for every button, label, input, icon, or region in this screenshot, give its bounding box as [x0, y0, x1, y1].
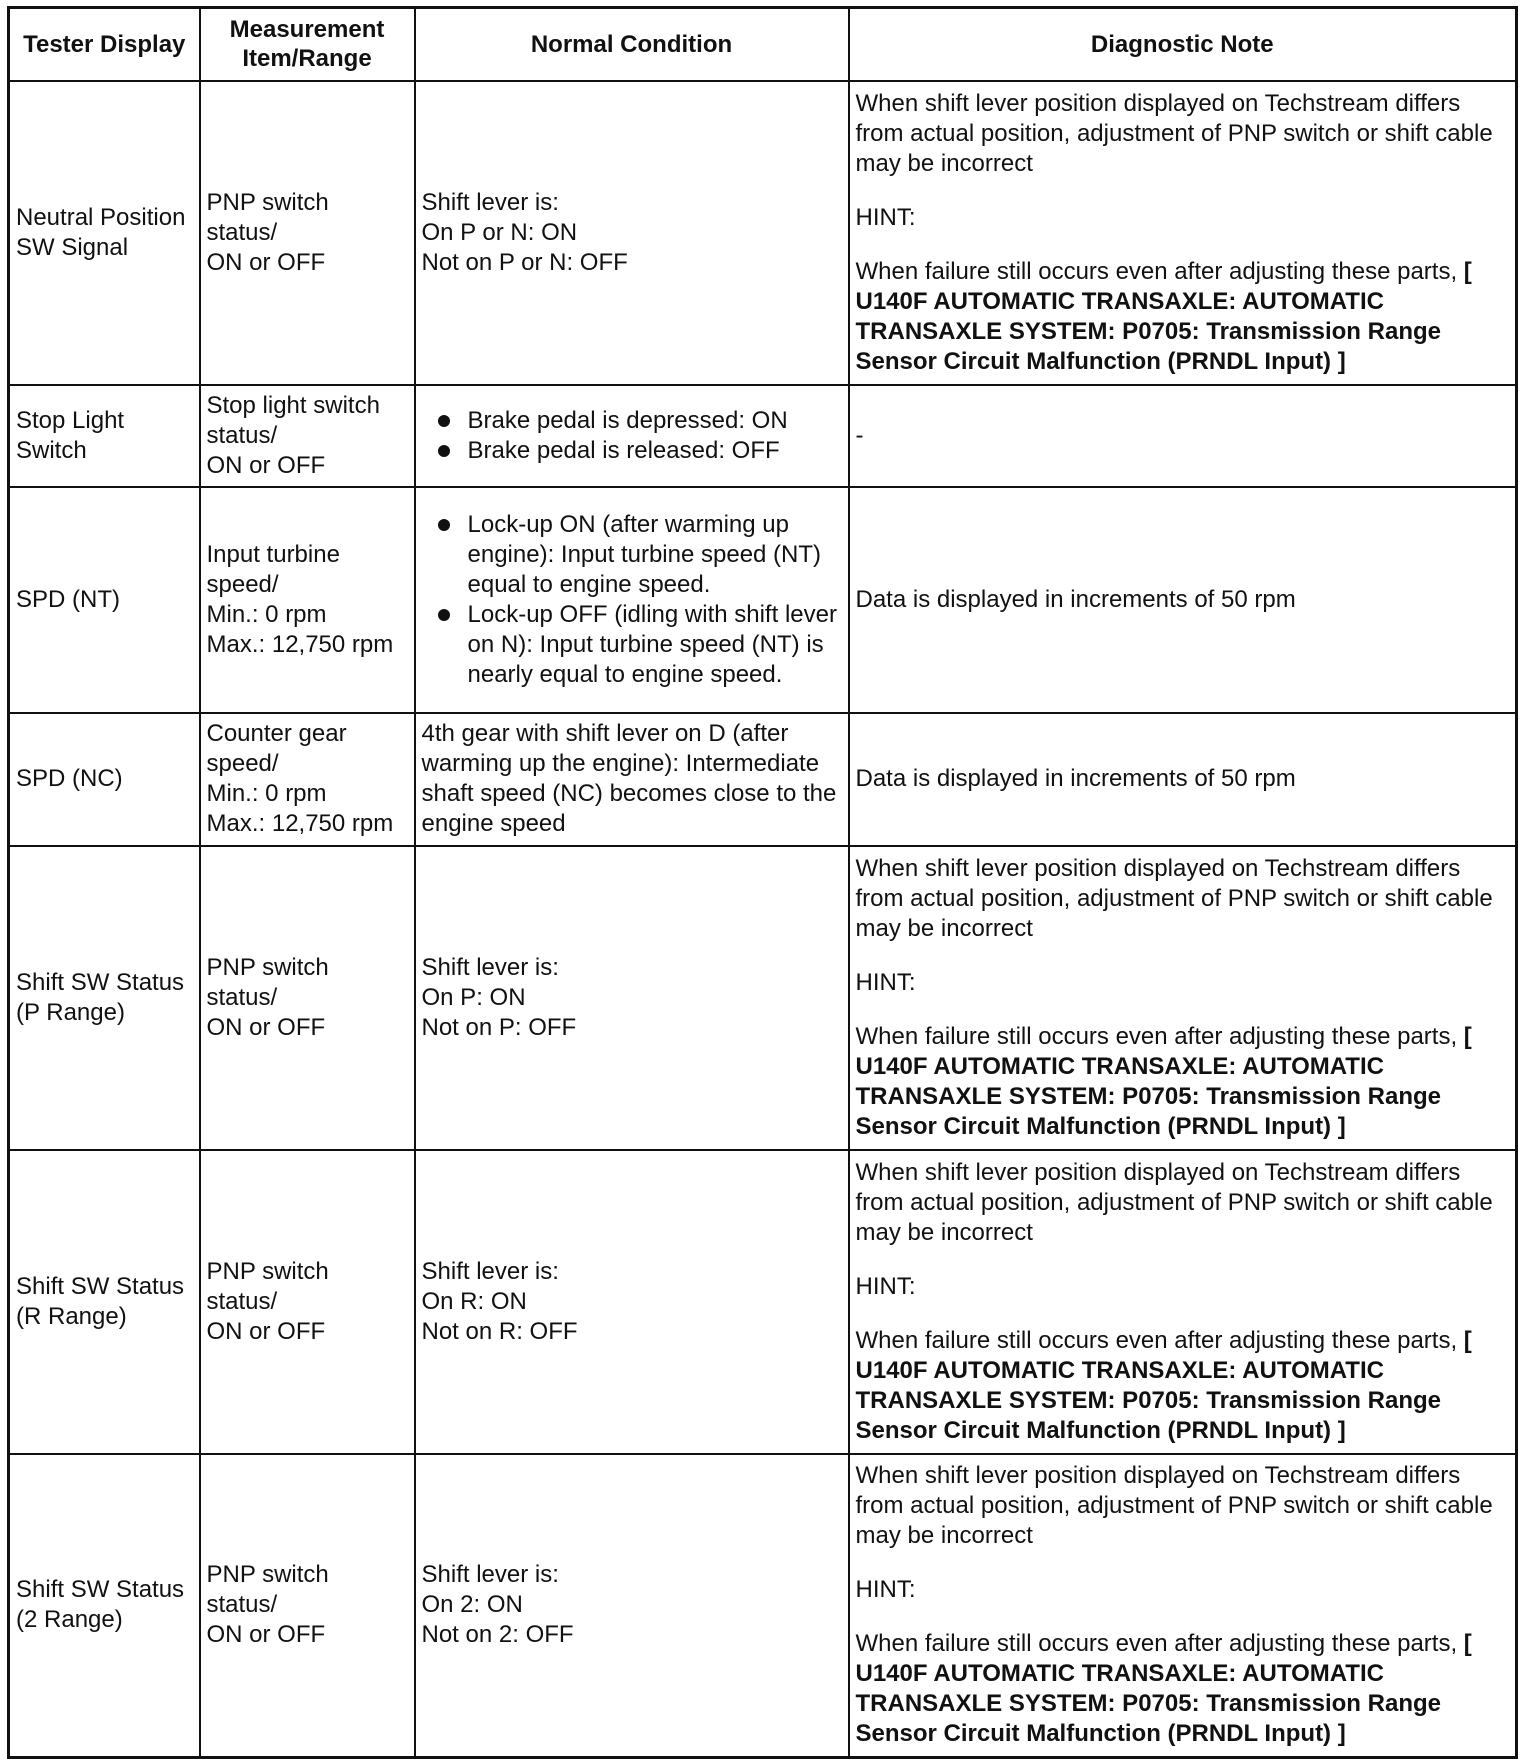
diagnostic-note-cell: Data is displayed in increments of 50 rpm	[849, 487, 1517, 713]
diagnostic-note-cell: Data is displayed in increments of 50 rpm	[849, 713, 1517, 846]
table-row	[9, 846, 1517, 1150]
measurement-cell: Stop light switch status/ ON or OFF	[200, 385, 415, 487]
note-hint: HINT:	[855, 1576, 916, 1604]
header-diagnostic-note: Diagnostic Note	[849, 8, 1517, 81]
note-failure-text: When failure still occurs even after adjusting these parts,	[855, 257, 1464, 285]
dtc-link[interactable]: [ U140F AUTOMATIC TRANSAXLE: AUTOMATIC TRANSAXLE SYSTEM: P0705: Transmission Range Sensor Circuit Malfunction (PRNDL Input) ]	[855, 1630, 1472, 1748]
tester-display-cell: SPD (NT)	[9, 487, 200, 713]
bullet-item: Brake pedal is released: OFF	[468, 436, 842, 466]
tester-display-cell: Stop Light Switch	[9, 385, 200, 487]
bullet-item: Lock-up ON (after warming up engine): Input turbine speed (NT) equal to engine speed.	[468, 510, 842, 600]
note-failure	[856, 1629, 1510, 1749]
tester-display-cell: Neutral Position SW Signal	[9, 81, 200, 385]
bullet-item: Lock-up OFF (idling with shift lever on N): Input turbine speed (NT) is nearly equal to engine speed.	[468, 600, 842, 690]
note-hint: HINT:	[855, 1272, 916, 1300]
note-hint: HINT:	[855, 968, 916, 996]
measurement-cell: PNP switch status/ ON or OFF	[200, 846, 415, 1150]
note-failure-text: When failure still occurs even after adjusting these parts,	[855, 1630, 1464, 1658]
tester-display-cell: Shift SW Status (P Range)	[9, 846, 200, 1150]
header-measurement: Measurement Item/Range	[200, 8, 415, 81]
diagnostic-note-cell: -	[849, 385, 1517, 487]
note-failure-text: When failure still occurs even after adjusting these parts,	[855, 1022, 1464, 1050]
normal-condition-cell	[415, 487, 849, 713]
dtc-link[interactable]: [ U140F AUTOMATIC TRANSAXLE: AUTOMATIC TRANSAXLE SYSTEM: P0705: Transmission Range Sensor Circuit Malfunction (PRNDL Input) ]	[855, 1022, 1472, 1140]
diagnostic-note-cell	[849, 1454, 1517, 1758]
measurement-cell: PNP switch status/ ON or OFF	[200, 81, 415, 385]
note-failure	[856, 257, 1510, 377]
bullet-item: Brake pedal is depressed: ON	[468, 406, 842, 436]
normal-condition-cell: Shift lever is: On 2: ON Not on 2: OFF	[415, 1454, 849, 1758]
tester-display-cell: Shift SW Status (2 Range)	[9, 1454, 200, 1758]
note-text: When shift lever position displayed on Techstream differs from actual position, adjustment of PNP switch or shift cable may be incorrect	[855, 89, 1493, 177]
header-tester-display: Tester Display	[9, 8, 200, 81]
note-text: When shift lever position displayed on Techstream differs from actual position, adjustment of PNP switch or shift cable may be incorrect	[855, 1158, 1493, 1246]
note-failure	[856, 1022, 1510, 1142]
table-row	[9, 487, 1517, 713]
measurement-cell: Input turbine speed/ Min.: 0 rpm Max.: 12,750 rpm	[200, 487, 415, 713]
note-failure-text: When failure still occurs even after adjusting these parts,	[855, 1326, 1464, 1354]
diagnostic-note-cell	[849, 81, 1517, 385]
normal-condition-cell: Shift lever is: On R: ON Not on R: OFF	[415, 1150, 849, 1454]
note-failure	[856, 1326, 1510, 1446]
table-row	[9, 713, 1517, 846]
normal-condition-cell: 4th gear with shift lever on D (after warming up the engine): Intermediate shaft speed (NC) becomes close to the engine speed	[415, 713, 849, 846]
normal-condition-cell: Shift lever is: On P or N: ON Not on P or N: OFF	[415, 81, 849, 385]
header-normal-condition: Normal Condition	[415, 8, 849, 81]
tester-display-cell: Shift SW Status (R Range)	[9, 1150, 200, 1454]
normal-condition-cell: Shift lever is: On P: ON Not on P: OFF	[415, 846, 849, 1150]
table-row	[9, 1454, 1517, 1758]
measurement-cell: Counter gear speed/ Min.: 0 rpm Max.: 12,750 rpm	[200, 713, 415, 846]
table-row	[9, 1150, 1517, 1454]
table-row	[9, 385, 1517, 487]
data-list-table	[7, 6, 1518, 1759]
diagnostic-note-cell	[849, 1150, 1517, 1454]
note-hint: HINT:	[855, 203, 916, 231]
normal-condition-cell	[415, 385, 849, 487]
note-text: When shift lever position displayed on Techstream differs from actual position, adjustment of PNP switch or shift cable may be incorrect	[855, 1462, 1493, 1550]
diagnostic-note-cell	[849, 846, 1517, 1150]
note-text: When shift lever position displayed on Techstream differs from actual position, adjustment of PNP switch or shift cable may be incorrect	[855, 854, 1493, 942]
dtc-link[interactable]: [ U140F AUTOMATIC TRANSAXLE: AUTOMATIC TRANSAXLE SYSTEM: P0705: Transmission Range Sensor Circuit Malfunction (PRNDL Input) ]	[855, 1326, 1472, 1444]
dtc-link[interactable]: [ U140F AUTOMATIC TRANSAXLE: AUTOMATIC TRANSAXLE SYSTEM: P0705: Transmission Range Sensor Circuit Malfunction (PRNDL Input) ]	[855, 257, 1472, 375]
measurement-cell: PNP switch status/ ON or OFF	[200, 1150, 415, 1454]
tester-display-cell: SPD (NC)	[9, 713, 200, 846]
table-row	[9, 81, 1517, 385]
header-row	[9, 8, 1517, 81]
measurement-cell: PNP switch status/ ON or OFF	[200, 1454, 415, 1758]
